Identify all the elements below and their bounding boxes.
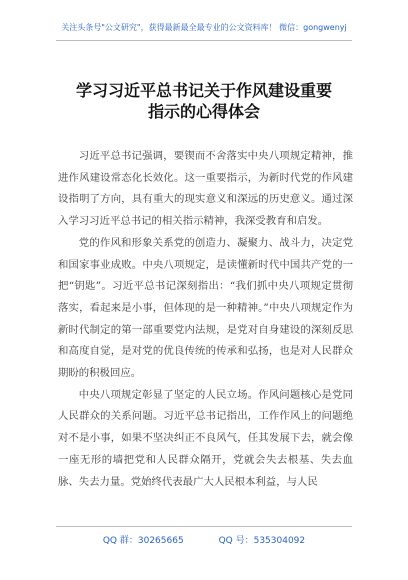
document-title xyxy=(0,80,408,122)
paragraph-2: 党的作风和形象关系党的创造力、凝聚力、战斗力，决定党和国家事业成败。中央八项规定，是读懂新时代中国共产党的一把“钥匙”。习近平总书记深刻指出：“我们抓中央八项规定贯彻落实，看起来是小事，但体现的是一种精神。”中央八项规定作为新时代制定的第一部重要党内法规，是党对自身建设的深刻反思和高度自觉，是对党的优良传统的传承和弘扬，也是对人民群众期盼的积极回应。 xyxy=(58,236,353,380)
header-divider xyxy=(56,40,352,41)
footer-divider xyxy=(56,526,352,527)
paragraph-1: 习近平总书记强调，要锲而不舍落实中央八项规定精神，推进作风建设常态化长效化。这一重要指示，为新时代党的作风建设指明了方向，具有重大的现实意义和深远的历史意义。通过深入学习习近平总书记的相关指示精神，我深受教育和启发。 xyxy=(58,150,353,228)
footer-qq-group: QQ 群：30265665 xyxy=(102,536,184,546)
title-line-2: 指示的心得体会 xyxy=(147,102,260,121)
footer-qq-number: QQ 号：535304092 xyxy=(218,536,306,546)
title-line-1: 学习习近平总书记关于作风建设重要 xyxy=(75,81,332,100)
document-body xyxy=(58,146,353,493)
header-note: 关注头条号"公文研究"，获得最新最全最专业的公文资料库！ 微信：gongwenyj xyxy=(61,23,347,32)
footer xyxy=(0,533,408,546)
paragraph-3: 中央八项规定彰显了坚定的人民立场。作风问题核心是党同人民群众的关系问题。习近平总书记指出，工作作风上的问题绝对不是小事，如果不坚决纠正不良风气，任其发展下去，就会像一座无形的墙把党和人民群众隔开，党就会失去根基、失去血脉、失去力量。党始终代表最广大人民根本利益，与人民 xyxy=(58,388,353,488)
